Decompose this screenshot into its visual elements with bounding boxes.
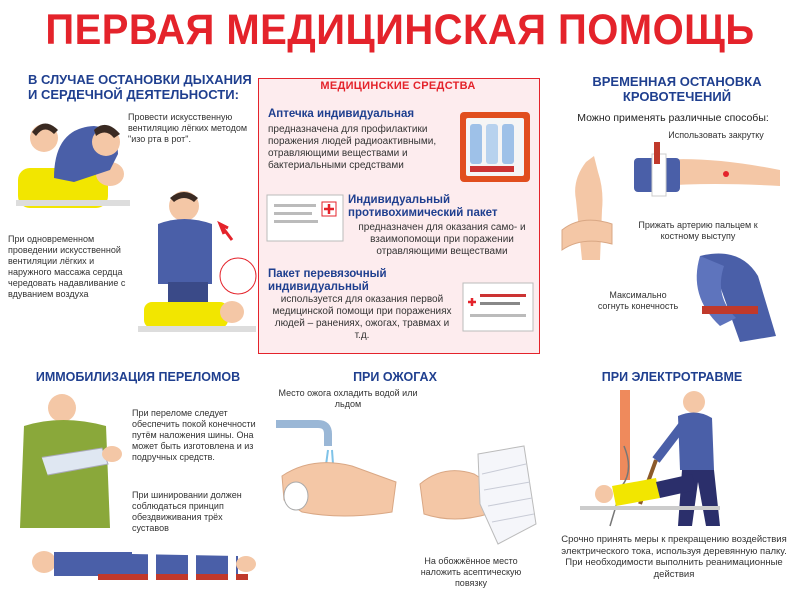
burns-heading: ПРИ ОЖОГАХ (353, 370, 437, 384)
burns-note-bandage: На обожжённое место наложить асептическую повязку (420, 556, 522, 588)
leg-splint-illustration (28, 540, 258, 592)
bleeding-heading: ВРЕМЕННАЯ ОСТАНОВКА КРОВОТЕЧЕНИЙ (592, 74, 762, 104)
cpr-heading: В СЛУЧАЕ ОСТАНОВКИ ДЫХАНИЯ И СЕРДЕЧНОЙ ДЕЯТЕЛЬНОСТИ: (28, 72, 252, 102)
electric-note: Срочно принять меры к прекращению воздействия электрического тока, используя деревянную палку. При необходимости выполнить реанимационные действия (561, 534, 787, 580)
burn-bandage-illustration (414, 444, 540, 552)
chemical-package-text: предназначен для оказания само- и взаимопомощи при поражении отравляющими веществами (358, 222, 526, 257)
chemical-package-icon (266, 194, 344, 242)
fractures-heading: ИММОБИЛИЗАЦИЯ ПЕРЕЛОМОВ (35, 370, 241, 384)
cooling-water-illustration (272, 420, 404, 530)
cpr-chest-compression-illustration (128, 190, 258, 340)
fractures-note-splint: При переломе следует обеспечить покой конечности путём наложения шины. Она может быть изготовлена и из подручных средств. (132, 408, 256, 462)
bandage-package-text: используется для оказания первой медицинской помощи при поражениях людей – ранениях, ожогах, травмах и т.д. (272, 294, 452, 341)
cpr-note-ventilation: Провести искусственную вентиляцию лёгких методом "изо рта в рот". (128, 112, 248, 144)
bleeding-tourniquet-text: Использовать закрутку (668, 130, 764, 140)
electric-rescue-illustration (560, 386, 796, 532)
bleeding-artery-text: Прижать артерию пальцем к костному выступу (638, 220, 758, 241)
medical-means-heading: МЕДИЦИНСКИЕ СРЕДСТВА (320, 80, 476, 92)
first-aid-kit-icon (456, 104, 536, 188)
bandage-package-heading: Пакет перевязочный индивидуальный (268, 268, 387, 293)
fractures-note-joints: При шинировании должен соблюдаться принцип обездвиживания трёх суставов (132, 490, 242, 533)
arm-splint-illustration (14, 392, 128, 528)
chemical-package-heading: Индивидуальный противохимический пакет (348, 194, 498, 219)
bleeding-bend-text: Максимально согнуть конечность (597, 290, 679, 311)
electric-heading: ПРИ ЭЛЕКТРОТРАВМЕ (601, 370, 743, 384)
bandage-package-icon (462, 282, 534, 332)
first-aid-kit-text: предназначена для профилактики поражения людей радиоактивными, отравляющими веществами и бактериальными средствами (268, 124, 437, 171)
burns-note-cool: Место ожога охладить водой или льдом (278, 388, 418, 409)
poster-title: ПЕРВАЯ МЕДИЦИНСКАЯ ПОМОЩЬ (45, 6, 755, 54)
cpr-note-combined: При одновременном проведении искусственной вентиляции лёгких и наружного массажа сердца чередовать надавливание с вдуванием воздуха (8, 234, 126, 299)
tourniquet-illustration (630, 142, 790, 202)
bleeding-subheading: Можно применять различные способы: (577, 112, 769, 124)
first-aid-kit-heading: Аптечка индивидуальная (268, 108, 415, 120)
bent-limb-illustration (680, 246, 792, 356)
cpr-mouth-to-mouth-illustration (14, 108, 132, 220)
hand-press-illustration (552, 150, 624, 266)
